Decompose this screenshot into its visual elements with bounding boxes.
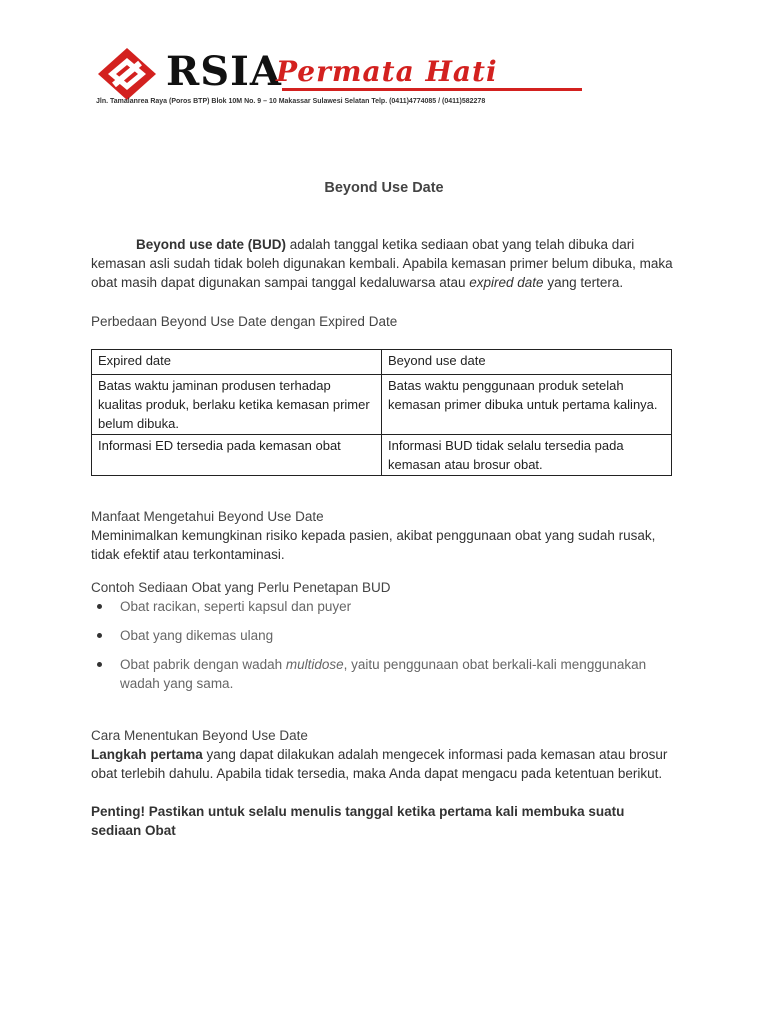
table-cell: Batas waktu penggunaan produk setelah kemasan primer dibuka untuk pertama kalinya.: [382, 375, 672, 435]
examples-list: [91, 597, 677, 703]
diamond-logo-icon: [96, 46, 158, 102]
method-heading: Cara Menentukan Beyond Use Date: [91, 728, 308, 743]
intro-term: Beyond use date (BUD): [136, 237, 287, 252]
list-item: [91, 626, 677, 645]
comparison-heading: Perbedaan Beyond Use Date dengan Expired Date: [91, 314, 398, 329]
table-row: [92, 435, 672, 476]
table-header-expired: Expired date: [92, 350, 382, 375]
letterhead: [96, 44, 616, 114]
intro-italic-term: expired date: [469, 275, 544, 290]
method-paragraph: [91, 745, 677, 783]
method-text: yang dapat dilakukan adalah mengecek informasi pada kemasan atau brosur obat terlebih dahulu. Apabila tidak tersedia, maka Anda dapat mengacu pada ketentuan berikut.: [91, 747, 668, 781]
intro-text-1: adalah tanggal ketika sediaan obat yang telah dibuka dari kemasan asli sudah tidak boleh digunakan kembali. Apabila kemasan primer belum dibuka, maka obat masih dapat digunakan sampai tanggal kedaluwarsa atau: [91, 237, 673, 290]
brand-full-name: Permata Hati: [276, 55, 498, 88]
table-row: [92, 375, 672, 435]
list-item-text: Obat racikan, seperti kapsul dan puyer: [120, 599, 352, 614]
document-title: Beyond Use Date: [324, 180, 444, 196]
benefit-text: Meminimalkan kemungkinan risiko kepada pasien, akibat penggunaan obat yang sudah rusak, tidak efektif atau terkontaminasi.: [91, 528, 656, 562]
method-important-note: Penting! Pastikan untuk selalu menulis tanggal ketika pertama kali membuka suatu sediaan Obat: [91, 804, 625, 838]
brand-short-name: RSIA: [166, 48, 282, 95]
table-cell: Batas waktu jaminan produsen terhadap kualitas produk, berlaku ketika kemasan primer belum dibuka.: [92, 375, 382, 435]
benefit-heading: Manfaat Mengetahui Beyond Use Date: [91, 509, 324, 524]
list-item: [91, 655, 677, 693]
table-cell: Informasi BUD tidak selalu tersedia pada kemasan atau brosur obat.: [382, 435, 672, 476]
list-item-italic: multidose: [285, 657, 344, 672]
comparison-table: [91, 349, 672, 476]
intro-paragraph: [91, 235, 677, 292]
table-header-bud: Beyond use date: [382, 350, 672, 375]
table-header-row: [92, 350, 672, 375]
examples-heading: Contoh Sediaan Obat yang Perlu Penetapan BUD: [91, 580, 391, 595]
list-item-text: Obat yang dikemas ulang: [120, 628, 274, 643]
method-lead: Langkah pertama: [91, 747, 203, 762]
list-item: [91, 597, 677, 616]
table-cell: Informasi ED tersedia pada kemasan obat: [92, 435, 382, 476]
letterhead-address: Jln. Tamalanrea Raya (Poros BTP) Blok 10M No. 9 – 10 Makassar Sulawesi Selatan Telp. (0411)4774085 / (0411)582278: [96, 98, 486, 105]
intro-text-2: yang tertera.: [543, 275, 624, 290]
brand-underline: [282, 88, 582, 91]
list-item-text: Obat pabrik dengan wadah: [120, 657, 286, 672]
list-item-text: , yaitu penggunaan obat berkali-kali menggunakan wadah yang sama.: [120, 657, 647, 691]
